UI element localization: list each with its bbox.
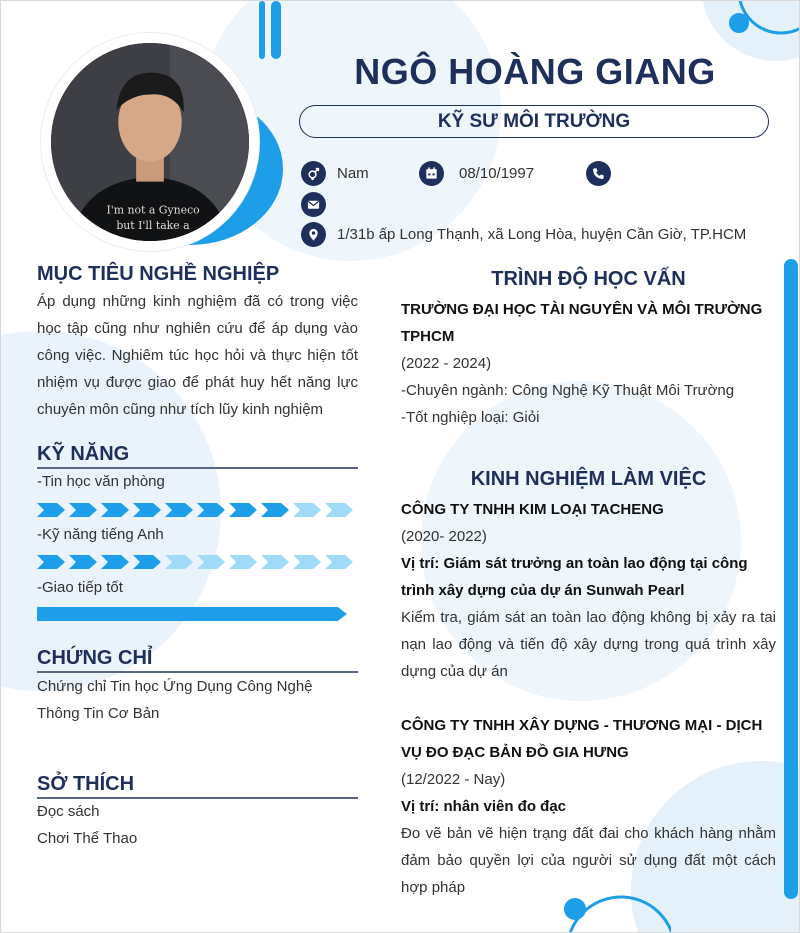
hobby-item: Đọc sách [37,803,100,820]
skill-label-communication: -Giao tiếp tốt [37,579,123,596]
email-row [301,192,326,217]
decor-right-edge-bar [784,259,798,899]
job-company: CÔNG TY TNHH XÂY DỰNG - THƯƠNG MẠI - DỊCH VỤ ĐO ĐẠC BẢN ĐỒ GIA HƯNG [401,717,763,761]
address-value: 1/31b ấp Long Thạnh, xã Long Hòa, huyện Cần Giờ, TP.HCM [337,226,747,243]
birthdate-row [419,161,534,186]
skill-chevron-empty [229,555,257,569]
certificates-title: CHỨNG CHỈ [37,647,153,669]
skill-meter-english [37,555,353,569]
skill-chevron-empty [325,503,353,517]
calendar-icon [419,161,444,186]
education-period: (2022 - 2024) [401,355,492,372]
location-icon [301,222,326,247]
skill-chevron-empty [165,555,193,569]
job-company: CÔNG TY TNHH KIM LOẠI TACHENG [401,501,664,518]
gender-row [301,161,369,186]
skill-chevron-filled [37,555,65,569]
skill-label-office: -Tin học văn phòng [37,473,165,490]
address-row [301,222,746,247]
skills-title: KỸ NĂNG [37,443,130,465]
job-description: Đo vẽ bản vẽ hiện trạng đất đai cho khách hàng nhằm đảm bảo quyền lợi của người sử dụng đất một cách hợp pháp [401,825,776,896]
skill-chevron-empty [293,555,321,569]
skill-chevron-filled [101,555,129,569]
job-title: KỸ SƯ MÔI TRƯỜNG [299,105,769,138]
skill-chevron-empty [325,555,353,569]
avatar-illustration [51,43,249,241]
decor-ring-top-right [721,0,800,51]
skill-meter-office [37,503,353,517]
objective-title: MỤC TIÊU NGHỀ NGHIỆP [37,263,280,285]
skill-chevron-filled [101,503,129,517]
svg-text:but I'll take a: but I'll take a [116,219,190,233]
gender-icon [301,161,326,186]
birthdate-value: 08/10/1997 [459,165,535,182]
candidate-name: NGÔ HOÀNG GIANG [354,51,716,92]
phone-icon [586,161,611,186]
profile-photo [41,33,263,255]
experience-title: KINH NGHIỆM LÀM VIỆC [470,468,707,490]
job-position: Vị trí: nhân viên đo đạc [401,798,567,815]
job-description: Kiểm tra, giám sát an toàn lao động không bị xảy ra tai nạn lao động và tiến độ xây dựng trong quá trình xây dựng của dự án [401,609,776,680]
skill-chevron-filled [133,555,161,569]
certificates-text: Chứng chỉ Tin học Ứng Dụng Công Nghệ Thông Tin Cơ Bản [37,678,313,722]
skill-chevron-empty [197,555,225,569]
skill-chevron-filled [37,503,65,517]
education-major: -Chuyên ngành: Công Nghệ Kỹ Thuật Môi Trường [401,382,735,399]
gender-value: Nam [337,165,369,182]
skill-chevron-filled [197,503,225,517]
skill-chevron-filled [69,555,97,569]
skill-chevron-filled [229,503,257,517]
phone-row [586,161,611,186]
skill-meter-communication [37,607,347,621]
skill-chevron-empty [293,503,321,517]
email-icon [301,192,326,217]
skill-chevron-filled [69,503,97,517]
hobbies-title: SỞ THÍCH [37,773,135,795]
skill-label-english: -Kỹ năng tiếng Anh [37,526,164,543]
skill-chevron-filled [133,503,161,517]
svg-text:I'm not a Gyneco: I'm not a Gyneco [106,203,200,217]
education-grade: -Tốt nghiệp loại: Giỏi [401,409,540,426]
education-title: TRÌNH ĐỘ HỌC VẤN [491,268,686,290]
job-period: (2020- 2022) [401,528,487,545]
job-position: Vị trí: Giám sát trưởng an toàn lao động tại công trình xây dựng của dự án Sunwah Pearl [401,555,748,599]
skill-chevron-empty [261,555,289,569]
skill-chevron-filled [261,503,289,517]
education-school: TRƯỜNG ĐẠI HỌC TÀI NGUYÊN VÀ MÔI TRƯỜNG TPHCM [401,301,763,345]
avatar [51,43,249,241]
skills-divider [37,467,358,469]
skill-chevron-filled [165,503,193,517]
decor-bar-2 [271,1,281,59]
job-period: (12/2022 - Nay) [401,771,506,788]
objective-text: Áp dụng những kinh nghiệm đã có trong việc học tập cũng như nghiên cứu để áp dụng vào công việc. Nghiêm túc học hỏi và thực hiện tốt nhiệm vụ được giao để phát huy hết năng lực chuyên môn cũng như tích lũy kinh nghiệm [37,293,358,418]
hobby-item: Chơi Thể Thao [37,830,138,847]
